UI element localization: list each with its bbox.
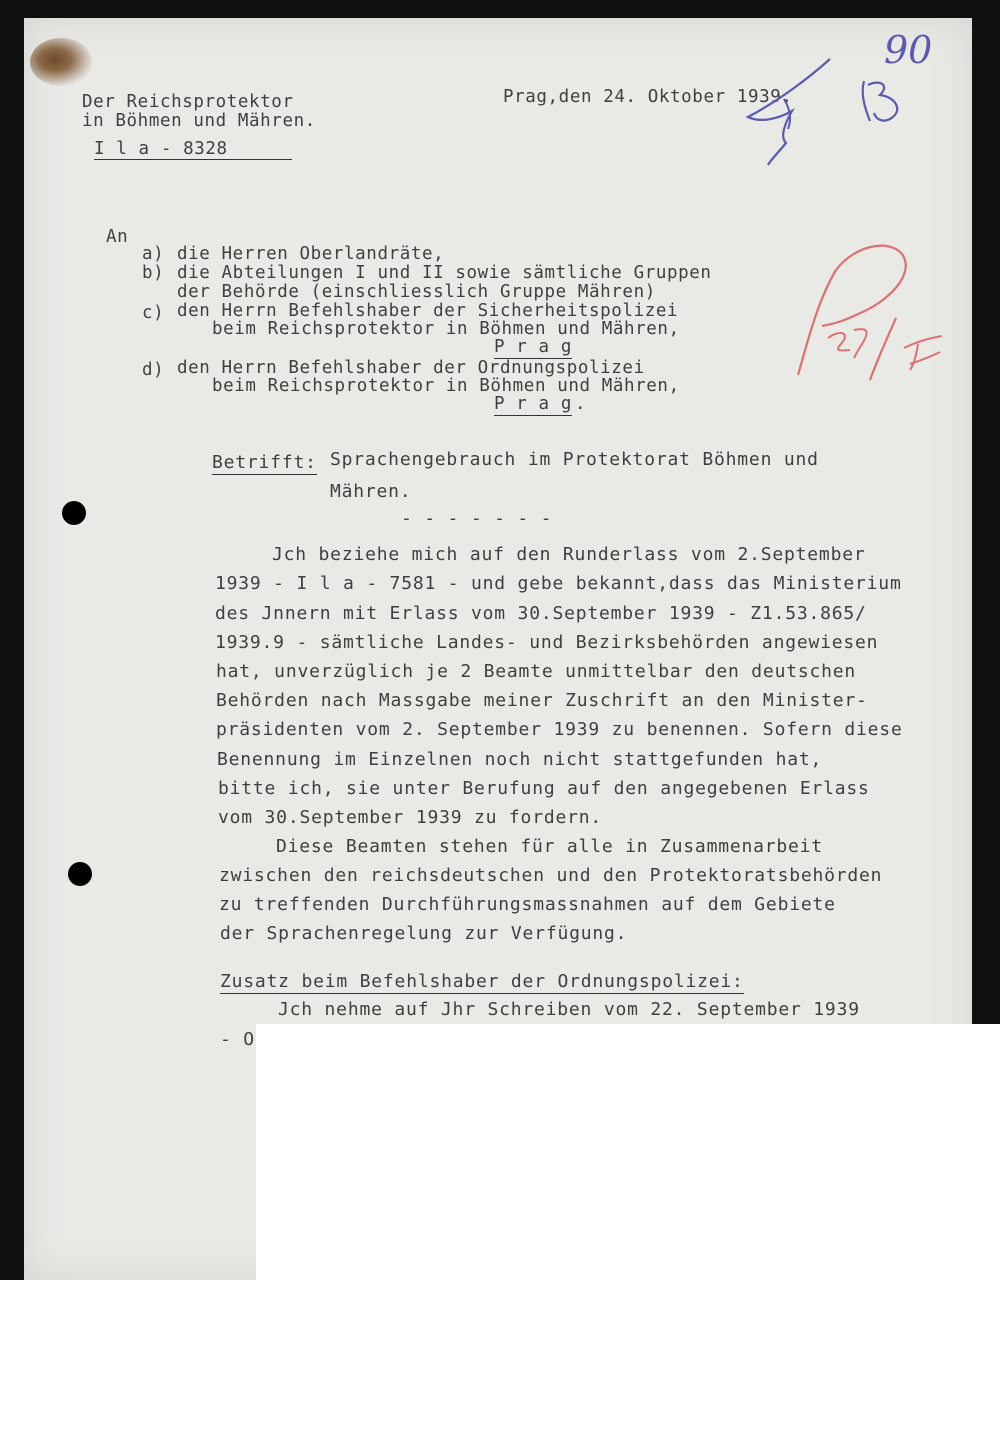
paper-stain xyxy=(30,38,92,86)
punch-hole xyxy=(68,862,92,886)
body-line: vom 30.September 1939 zu fordern. xyxy=(218,807,603,828)
body-line: zu treffenden Durchführungsmassnahmen auf dem Gebiete xyxy=(219,894,836,915)
recipient-letter: b) xyxy=(142,263,165,283)
recipient-city: P r a g xyxy=(494,337,572,357)
addendum-line: Jch nehme auf Jhr Schreiben vom 22. September 1939 xyxy=(278,999,860,1020)
subject-separator: - - - - - - - xyxy=(401,508,553,529)
recipient-city-period: . xyxy=(575,394,587,414)
recipient-line: beim Reichsprotektor in Böhmen und Mähren, xyxy=(212,319,680,339)
sender-line: Der Reichsprotektor xyxy=(82,92,294,112)
body-line: bitte ich, sie unter Berufung auf den angegebenen Erlass xyxy=(218,778,870,799)
addendum-heading: Zusatz beim Befehlshaber der Ordnungspolizei: xyxy=(220,971,744,992)
place-date: Prag,den 24. Oktober 1939. xyxy=(503,87,793,107)
body-line: 1939 - I l a - 7581 - und gebe bekannt,dass das Ministerium xyxy=(215,573,902,594)
body-line: des Jnnern mit Erlass vom 30.September 1939 - Z1.53.865/ xyxy=(215,603,867,624)
recipient-line: die Abteilungen I und II sowie sämtliche Gruppen xyxy=(177,263,712,283)
subject-label: Betrifft: xyxy=(212,452,317,473)
recipient-line: die Herren Oberlandräte, xyxy=(177,244,445,264)
punch-hole xyxy=(62,501,86,525)
body-line: 1939.9 - sämtliche Landes- und Bezirksbehörden angewiesen xyxy=(215,632,879,653)
subject-line: Mähren. xyxy=(330,481,412,502)
addendum-fragment: - O xyxy=(220,1029,255,1050)
page-number-annotation: 90 xyxy=(884,28,933,72)
body-line: der Sprachenregelung zur Verfügung. xyxy=(220,923,628,944)
reference-number: I l a - 8328 xyxy=(94,139,292,160)
recipient-letter: d) xyxy=(142,360,165,380)
recipient-city: P r a g xyxy=(494,394,572,414)
recipient-line: beim Reichsprotektor in Böhmen und Mähren, xyxy=(212,376,680,396)
body-line: Benennung im Einzelnen noch nicht stattgefunden hat, xyxy=(217,749,823,770)
recipient-line: den Herrn Befehlshaber der Sicherheitspolizei xyxy=(177,301,679,321)
blank-cutout xyxy=(256,1024,1000,1280)
body-line: Jch beziehe mich auf den Runderlass vom 2.September xyxy=(272,544,866,565)
body-line: zwischen den reichsdeutschen und den Protektoratsbehörden xyxy=(219,865,883,886)
recipient-line: den Herrn Befehlshaber der Ordnungspolizei xyxy=(177,358,645,378)
sender-line: in Böhmen und Mähren. xyxy=(82,111,316,131)
recipient-letter: a) xyxy=(142,244,165,264)
body-line: Behörden nach Massgabe meiner Zuschrift an den Minister- xyxy=(216,690,868,711)
subject-line: Sprachengebrauch im Protektorat Böhmen und xyxy=(330,449,819,470)
body-line: Diese Beamten stehen für alle in Zusammenarbeit xyxy=(276,836,823,857)
body-line: präsidenten vom 2. September 1939 zu benennen. Sofern diese xyxy=(216,719,903,740)
body-line: hat, unverzüglich je 2 Beamte unmittelbar den deutschen xyxy=(216,661,857,682)
recipients-label: An xyxy=(106,227,129,247)
blue-pencil-initials-icon xyxy=(740,55,920,170)
recipient-letter: c) xyxy=(142,303,165,323)
red-pencil-mark-icon xyxy=(792,240,952,380)
recipient-line: der Behörde (einschliesslich Gruppe Mähren) xyxy=(177,282,656,302)
